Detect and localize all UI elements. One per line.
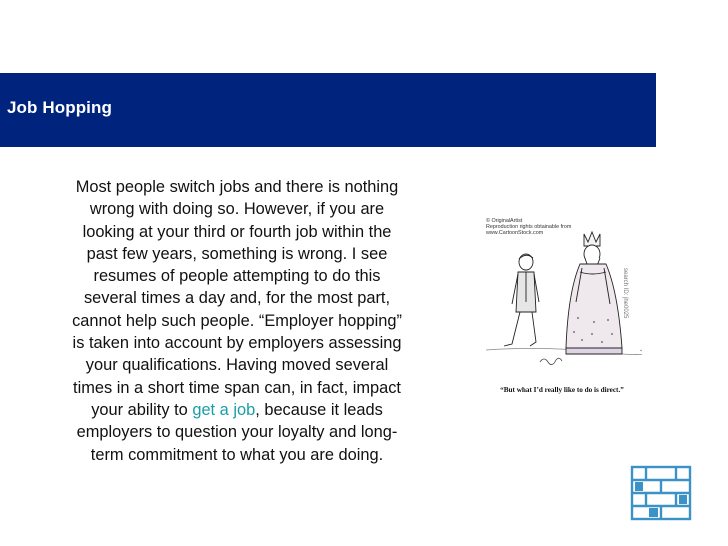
body-text-part-2: , because it leads employers to question your loyalty and long-term commitment to what you are doing.: [76, 400, 398, 464]
grid-logo-icon: [630, 465, 692, 521]
slide-title: Job Hopping: [7, 98, 112, 117]
body-text: [66, 176, 408, 466]
body-text-part-1: Most people switch jobs and there is nothing wrong with doing so. However, if you are looking at your third or fourth job within the past few years, something is wrong. I see resumes of people attempting to do this several times a day and, for the most part, cannot help such people. “Employer hopping” is taken into account by employers assessing your qualifications. Having moved several times in a short time span can, in fact, impact your ability to: [72, 178, 402, 419]
get-a-job-link[interactable]: get a job: [192, 400, 256, 419]
cartoon-caption: “But what I’d really like to do is direct.”: [500, 386, 624, 394]
cartoon-credit-line-3: www.CartoonStock.com: [486, 230, 544, 237]
cartoon-credit-line-1: © OriginalArtist: [486, 218, 523, 224]
cartoon-credit-line-2: Reproduction rights obtainable from: [486, 224, 572, 231]
cartoon-search-id: search ID: jhe0025: [622, 268, 628, 319]
cartoon-image: [482, 212, 642, 402]
cartoon-drawing: [482, 212, 642, 384]
cartoon-credit: [486, 218, 571, 237]
